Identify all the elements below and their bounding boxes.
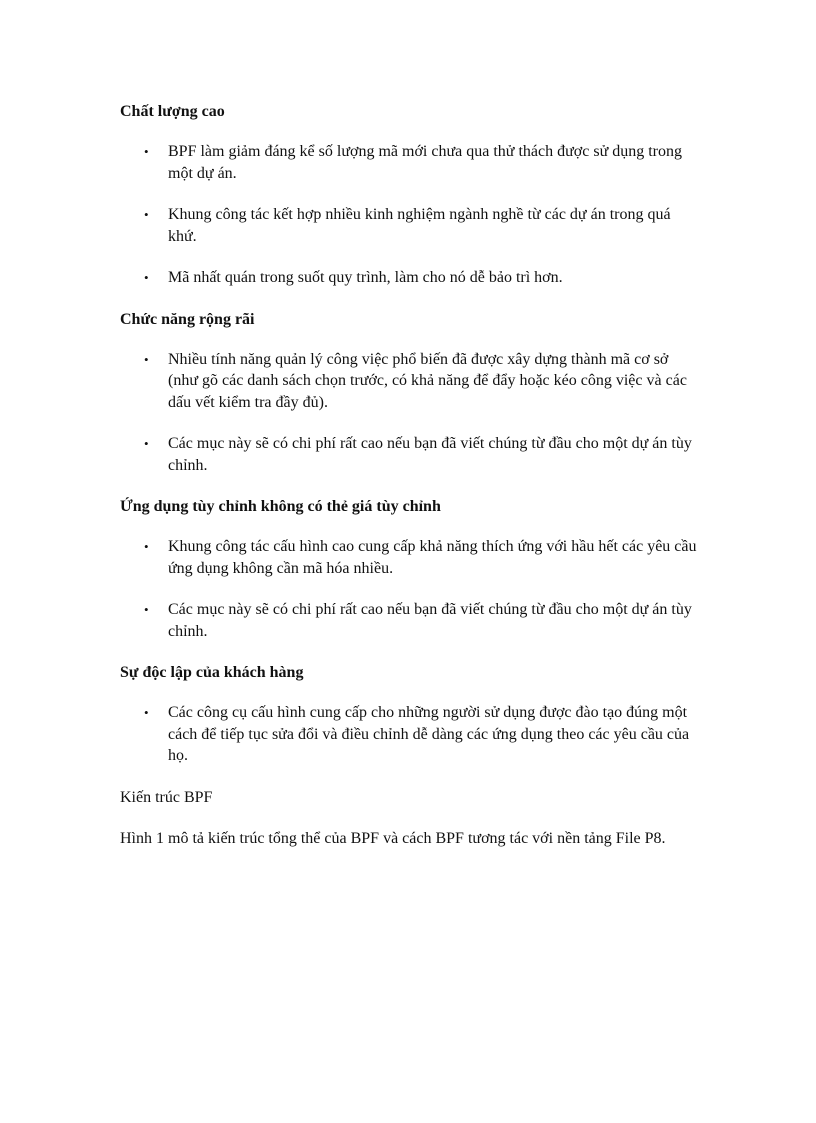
list-item-text: Nhiều tính năng quản lý công việc phổ biến đã được xây dựng thành mã cơ sở (như gõ các danh sách chọn trước, có khả năng để đẩy hoặc kéo công việc và các dấu vết kiểm tra đầy đủ). (168, 350, 687, 411)
bullet-icon: • (144, 705, 149, 720)
list-item-text: Khung công tác kết hợp nhiều kinh nghiệm ngành nghề từ các dự án trong quá khứ. (168, 206, 671, 245)
bullet-list-functionality (120, 349, 720, 477)
bullet-list-custom-apps (120, 536, 720, 642)
document-page (120, 101, 720, 870)
bullet-icon: • (144, 602, 149, 617)
architecture-paragraph: Hình 1 mô tả kiến trúc tổng thể của BPF và cách BPF tương tác với nền tảng File P8. (120, 830, 666, 847)
list-item (120, 536, 700, 579)
list-item-text: Các mục này sẽ có chi phí rất cao nếu bạn đã viết chúng từ đầu cho một dự án tùy chỉnh. (168, 601, 692, 640)
list-item (120, 267, 700, 289)
bullet-icon: • (144, 351, 149, 367)
section-heading-custom-apps: Ứng dụng tùy chỉnh không có thẻ giá tùy chỉnh (120, 498, 441, 515)
list-item-text: Mã nhất quán trong suốt quy trình, làm cho nó dễ bảo trì hơn. (168, 269, 563, 286)
bullet-list-quality (120, 141, 720, 289)
section-heading-functionality: Chức năng rộng rãi (120, 310, 255, 328)
list-item (120, 702, 700, 767)
bullet-icon: • (144, 144, 149, 159)
section-heading-quality: Chất lượng cao (120, 103, 225, 120)
bullet-icon: • (144, 207, 149, 222)
bullet-icon: • (144, 539, 149, 554)
list-item-text: Các công cụ cấu hình cung cấp cho những người sử dụng được đào tạo đúng một cách để tiếp tục sửa đổi và điều chỉnh dễ dàng các ứng dụng theo các yêu cầu của họ. (168, 704, 690, 764)
list-item (120, 204, 700, 247)
list-item (120, 349, 700, 414)
list-item-text: BPF làm giảm đáng kể số lượng mã mới chưa qua thử thách được sử dụng trong một dự án. (168, 143, 683, 182)
section-heading-independence: Sự độc lập của khách hàng (120, 664, 304, 681)
bullet-list-independence (120, 702, 720, 767)
bullet-icon: • (144, 436, 149, 451)
list-item (120, 599, 700, 642)
list-item-text: Các mục này sẽ có chi phí rất cao nếu bạn đã viết chúng từ đầu cho một dự án tùy chỉnh. (168, 435, 692, 474)
list-item (120, 433, 700, 476)
list-item-text: Khung công tác cấu hình cao cung cấp khả năng thích ứng với hầu hết các yêu cầu ứng dụng không cần mã hóa nhiều. (168, 538, 697, 577)
list-item (120, 141, 700, 184)
bullet-icon: • (144, 270, 149, 285)
architecture-title: Kiến trúc BPF (120, 788, 213, 806)
